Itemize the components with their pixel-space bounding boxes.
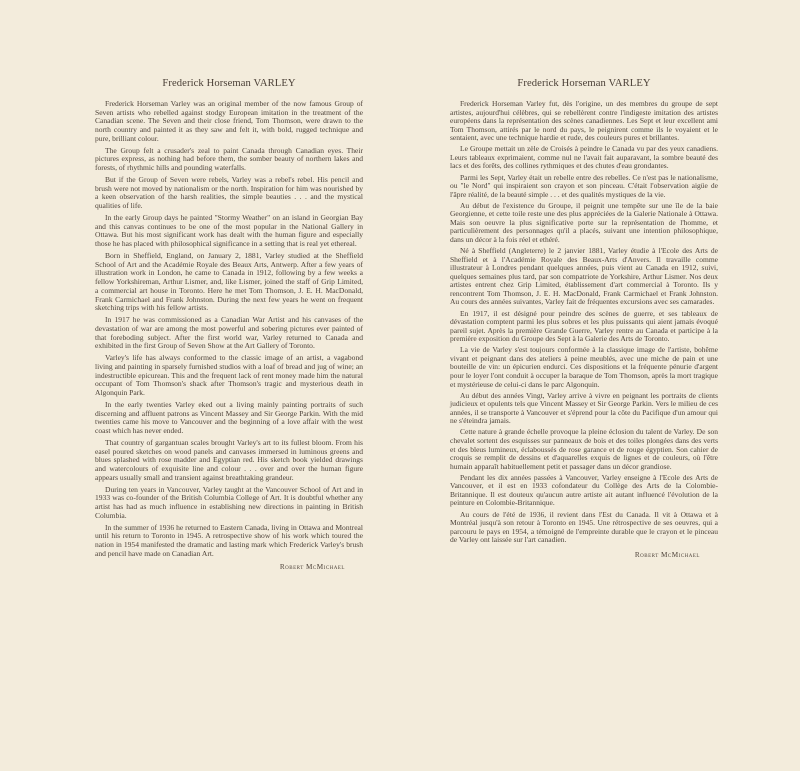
english-paragraph: The Group felt a crusader's zeal to paint Canada through Canadian eyes. Their pictures express, as nothing had before them, the somber beauty of northern lakes and forests, of rhythmic hills and pounding waterfalls.	[95, 145, 363, 173]
english-paragraph: That country of gargantuan scales brought Varley's art to its fullest bloom. From his easel poured sketches on wood panels and canvases immersed in luminous greens and blues splashed with rose madder and Egyptian red. His sketch book yielded drawings and watercolours of exquisite line and colour . . . over and over the human figure appears usually small and transient against breathtaking grandeur.	[95, 437, 363, 482]
english-paragraph: In the early Group days he painted "Stormy Weather" on an island in Georgian Bay and this canvas continues to be one of the most popular in the National Gallery in Ottawa. But his most significant work has dealt with the human figure and especially those he has placed with philosophical significance in a setting that is real yet ethereal.	[95, 213, 363, 249]
french-paragraph: Au début de l'existence du Groupe, il peignit une tempête sur une île de la baie Georgienne, et cette toile reste une des plus appréciées de la Galerie Nationale à Ottawa. Mais son oeuvre la plus significative porte sur la représentation de l'homme, et particulièrement des personnages qu'il a placés, suivant une intention philosophique, dans un décor à la fois réel et ethéré.	[450, 200, 718, 244]
french-signature: Robert McMichael	[634, 550, 700, 559]
french-paragraph: Parmi les Sept, Varley était un rebelle entre des rebelles. Ce n'est pas le nationalisme, ou "le Nord" qui inspiraient son crayon et son pinceau. C'était l'observation aigüe de l'âpre réalité, de la beauté simple . . . et des qualités mystiques de la vie.	[450, 172, 718, 199]
english-paragraph: But if the Group of Seven were rebels, Varley was a rebel's rebel. His pencil and brush were not moved by nationalism or the north. Inspiration for him was nourished by a keen observation of the harsh realities, the simple beauties . . . and the mystical qualities of life.	[95, 175, 363, 211]
english-paragraph: In 1917 he was commissioned as a Canadian War Artist and his canvases of the devastation of war are among the most powerful and sobering pictures ever painted of that foreboding subject. After the first world war, Varley returned to Canada and exhibited in the first Group of Seven Show at the Art Gallery of Toronto.	[95, 315, 363, 351]
french-paragraph: Pendant les dix années passées à Vancouver, Varley enseigne à l'Ecole des Arts de Vancouver, et il est en 1933 cofondateur du Collège des Arts de la Colombie-Britannique. Il est douteux qu'aucun autre artiste ait autant influencé l'évolution de la peinture en Colombie-Britannique.	[450, 472, 718, 508]
french-paragraph: Au début des années Vingt, Varley arrive à vivre en peignant les portraits de clients judicieux et opulents tels que Vincent Massey et Sir George Parkin. Vers le milieu de ces années, il se transporte à Vancouver et s'éprend pour la côte du Pacifique d'un amour qui ne s'éteindra jamais.	[450, 390, 718, 426]
english-paragraph: Frederick Horseman Varley was an original member of the now famous Group of Seven artists who rebelled against stodgy European imitation in the treatment of the Canadian scene. The Seven and their close friend, Tom Thomson, were drawn to the north country and painted it as they saw and felt it, with bold, rugged technique and pure, brilliant colour.	[95, 99, 363, 143]
english-paragraph: Varley's life has always conformed to the classic image of an artist, a vagabond living and painting in sparsely furnished studios with a loaf of bread and jug of wine; an indestructible epicurean. This and the frequent lack of rent money made him the natural occupant of Tom Thomson's shack after Thomson's tragic and mysterious death in Algonquin Park.	[95, 353, 363, 397]
french-paragraph: Au cours de l'été de 1936, il revient dans l'Est du Canada. Il vit à Ottawa et à Montréal jusqu'à son retour à Toronto en 1945. Une rétrospective de ses oeuvres, qui a parcouru le pays en 1954, a témoigné de l'empreinte durable que le crayon et le pinceau de Varley ont laissée sur l'art canadien.	[450, 509, 718, 545]
english-title: Frederick Horseman VARLEY	[162, 78, 296, 89]
french-body	[450, 100, 718, 545]
french-title: Frederick Horseman VARLEY	[517, 78, 651, 89]
english-body	[95, 100, 363, 558]
french-paragraph: Le Groupe mettait un zèle de Croisés à peindre le Canada vu par des yeux canadiens. Leurs tableaux exprimaient, comme nul ne l'avait fait auparavant, la sombre beauté des lacs et des forêts, des collines rythmiques et des chutes d'eau grondantes.	[450, 144, 718, 171]
french-paragraph: Né à Sheffield (Angleterre) le 2 janvier 1881, Varley étudie à l'Ecole des Arts de Sheffield et à l'Académie Royale des Beaux-Arts d'Anvers. Il travaille comme illustrateur à Londres pendant quelques années, puis vient au Canada en 1912, suivi, quelques semaines plus tard, par son compatriote de Yorkshire, Arthur Lismer. Nos deux artistes entrent chez Grip Limited, établissement d'art commercial à Toronto. Ils y rencontrent Tom Thomson, J. E. H. MacDonald, Frank Carmichael et Frank Johnston. Au cours des années suivantes, Varley fait de fréquentes excursions avec ses camarades.	[450, 246, 718, 307]
french-paragraph: La vie de Varley s'est toujours conformée à la classique image de l'artiste, bohême vivant et peignant dans des ateliers à peine meublés, avec une miche de pain et une bouteille de vin: un épicurien endurci. Ces dispositions et la fréquente pénurie d'argent pour le loyer l'ont conduit à occuper la baraque de Tom Thomson, après la mort tragique et mystérieuse de celui-ci dans le parc Algonquin.	[450, 345, 718, 389]
french-paragraph: Frederick Horseman Varley fut, dès l'origine, un des membres du groupe de sept artistes, aujourd'hui célèbres, qui se rebellèrent contre l'indigeste imitation des artistes européens dans la représentation des scènes canadiennes. Les Sept et leur excellent ami Tom Thomson, attirés par le nord du pays, le peignirent comme ils le voyaient et le sentaient, avec une technique hardie et rude, des couleurs pures et brillantes.	[450, 99, 718, 143]
french-paragraph: En 1917, il est désigné pour peindre des scènes de guerre, et ses tableaux de dévastation comptent parmi les plus sobres et les plus puissants qui aient jamais évoqué pareil sujet. Après la première Grande Guerre, Varley rentre au Canada et participe à la première exposition du Groupe des Sept à la Galerie des Arts de Toronto.	[450, 308, 718, 344]
english-paragraph: Born in Sheffield, England, on January 2, 1881, Varley studied at the Sheffield School of Art and the Académie Royale des Beaux Arts, Antwerp. After a few years of illustration work in London, he came to Canada in 1912, following by a few weeks a fellow Yorkshireman, Arthur Lismer, and, like Lismer, joined the staff of Grip Limited, a commercial art house in Toronto. Here he met Tom Thomson, J. E. H. MacDonald, Frank Carmichael and Frank Johnston. During the next few years he went on frequent sketching trips with his fellow artists.	[95, 251, 363, 313]
english-column	[95, 78, 363, 571]
french-column	[450, 78, 718, 559]
english-paragraph: In the early twenties Varley eked out a living mainly painting portraits of such discerning and affluent patrons as Vincent Massey and Sir George Parkin. With the mid twenties came his move to Vancouver and the beginning of a love affair with the west coast which has never ended.	[95, 399, 363, 435]
french-paragraph: Cette nature à grande échelle provoque la pleine éclosion du talent de Varley. De son chevalet sortent des esquisses sur panneaux de bois et des toiles plongées dans des verts et des bleus lumineux, éclaboussés de rose garance et de rouge égyptien. Son cahier de croquis se remplit de dessins et d'aquarelles exquis de lignes et de couleurs, où l'être humain apparaît habituellement petit et passager dans un décor grandiose.	[450, 427, 718, 471]
english-signature: Robert McMichael	[279, 563, 345, 572]
english-paragraph: During ten years in Vancouver, Varley taught at the Vancouver School of Art and in 1933 was co-founder of the British Columbia College of Art. It is doubtful whether any artist has had as much influence in establishing new directions in painting in British Columbia.	[95, 484, 363, 520]
english-paragraph: In the summer of 1936 he returned to Eastern Canada, living in Ottawa and Montreal until his return to Toronto in 1945. A retrospective show of his work which toured the nation in 1954 manifested the dramatic and lasting mark which Frederick Varley's brush and pencil have made on Canadian Art.	[95, 522, 363, 558]
